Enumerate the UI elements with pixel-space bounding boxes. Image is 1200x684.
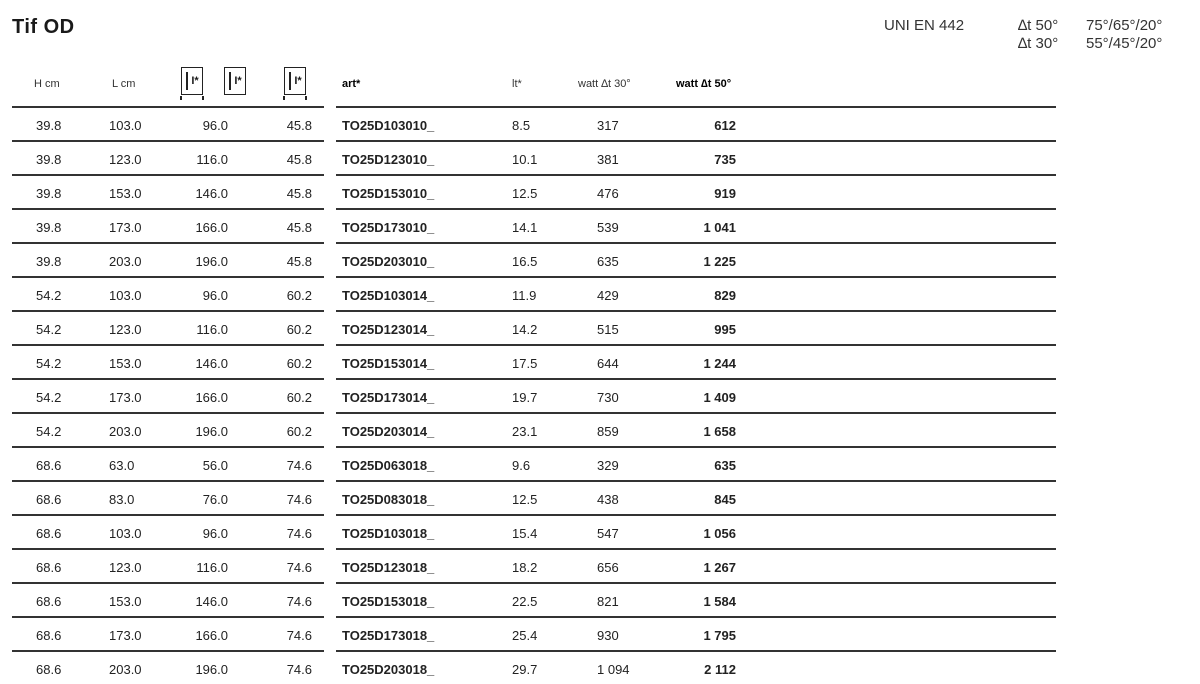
cell-art: TO25D203010_ [342, 254, 435, 269]
row-divider-left [12, 582, 324, 584]
cell-lt: 12.5 [512, 186, 538, 201]
cell-h: 54.2 [36, 322, 62, 337]
cell-lt: 11.9 [512, 288, 537, 303]
row-divider-left [12, 480, 324, 482]
icon1-label: I* [191, 75, 199, 87]
cell-b: 74.6 [286, 526, 312, 541]
cell-b: 74.6 [286, 492, 312, 507]
row-divider-right [336, 174, 1056, 176]
cell-w50: 1 041 [703, 220, 736, 235]
row-divider-left [12, 548, 324, 550]
row-divider-right [336, 208, 1056, 210]
table-row [0, 548, 1200, 582]
cell-b: 45.8 [286, 152, 312, 167]
cell-a: 116.0 [196, 560, 228, 575]
table-row [0, 514, 1200, 548]
cell-h: 39.8 [36, 118, 62, 133]
cell-l: 203.0 [109, 254, 142, 269]
cell-b: 60.2 [286, 322, 312, 337]
cell-l: 203.0 [109, 424, 142, 439]
cell-lt: 9.6 [512, 458, 531, 473]
row-divider-left [12, 174, 324, 176]
cell-lt: 23.1 [512, 424, 538, 439]
cell-art: TO25D203014_ [342, 424, 435, 439]
cell-a: 166.0 [195, 628, 228, 643]
cell-b: 45.8 [286, 118, 312, 133]
cell-art: TO25D173018_ [342, 628, 435, 643]
cell-l: 153.0 [109, 186, 142, 201]
cell-lt: 17.5 [512, 356, 538, 371]
row-divider-left [12, 616, 324, 618]
table-row [0, 140, 1200, 174]
cell-b: 60.2 [286, 390, 312, 405]
cell-w50: 1 658 [703, 424, 736, 439]
cell-h: 68.6 [36, 628, 62, 643]
cell-h: 68.6 [36, 458, 62, 473]
cell-b: 45.8 [286, 254, 312, 269]
cell-w50: 1 225 [703, 254, 736, 269]
cell-art: TO25D103014_ [342, 288, 435, 303]
cell-w30: 644 [597, 356, 619, 371]
cell-w30: 429 [597, 288, 619, 303]
cell-l: 153.0 [109, 594, 142, 609]
delta-t-50-label: ∆t 50° [1018, 17, 1059, 34]
header-w30: watt ∆t 30° [578, 78, 631, 90]
row-divider-left [12, 412, 324, 414]
table-row [0, 412, 1200, 446]
row-divider-right [336, 548, 1056, 550]
cell-b: 74.6 [286, 628, 312, 643]
row-divider-right [336, 276, 1056, 278]
row-divider-right [336, 140, 1056, 142]
cell-b: 74.6 [286, 458, 312, 473]
cell-l: 123.0 [109, 152, 142, 167]
cell-l: 103.0 [109, 288, 142, 303]
cell-l: 103.0 [109, 526, 142, 541]
cell-h: 39.8 [36, 152, 62, 167]
icon3-label: I* [294, 75, 302, 87]
cell-w30: 821 [597, 594, 619, 609]
row-divider-right [336, 242, 1056, 244]
page-title: Tif OD [12, 16, 75, 38]
cell-h: 68.6 [36, 594, 62, 609]
cell-l: 123.0 [109, 560, 142, 575]
cell-lt: 22.5 [512, 594, 538, 609]
row-divider-right [336, 650, 1056, 652]
cell-h: 39.8 [36, 186, 62, 201]
header-w50: watt ∆t 50° [676, 78, 732, 90]
cell-w50: 995 [714, 322, 736, 337]
table-row [0, 446, 1200, 480]
radiator-inner-width-icon [224, 67, 246, 95]
cell-a: 196.0 [195, 662, 228, 677]
cell-lt: 16.5 [512, 254, 538, 269]
cell-art: TO25D173010_ [342, 220, 435, 235]
cell-h: 68.6 [36, 492, 62, 507]
cell-a: 76.0 [202, 492, 228, 507]
product-table [0, 106, 1200, 684]
cell-l: 173.0 [109, 220, 142, 235]
cell-h: 68.6 [36, 560, 62, 575]
cell-b: 60.2 [286, 424, 312, 439]
cell-w30: 476 [597, 186, 619, 201]
table-row [0, 344, 1200, 378]
row-divider-right [336, 106, 1056, 108]
cell-h: 68.6 [36, 526, 62, 541]
row-divider-right [336, 378, 1056, 380]
cell-b: 74.6 [286, 594, 312, 609]
cell-h: 54.2 [36, 356, 62, 371]
cell-a: 166.0 [195, 220, 228, 235]
cell-a: 116.0 [196, 152, 228, 167]
cell-w50: 635 [714, 458, 736, 473]
row-divider-left [12, 344, 324, 346]
cell-a: 96.0 [202, 118, 228, 133]
header-h: H cm [34, 78, 60, 90]
cell-art: TO25D103010_ [342, 118, 435, 133]
cell-lt: 8.5 [512, 118, 531, 133]
cell-b: 60.2 [286, 356, 312, 371]
table-row [0, 480, 1200, 514]
cell-w50: 612 [714, 118, 736, 133]
cell-l: 63.0 [109, 458, 135, 473]
row-divider-right [336, 480, 1056, 482]
cell-w30: 635 [597, 254, 619, 269]
cell-h: 68.6 [36, 662, 62, 677]
cell-lt: 18.2 [512, 560, 538, 575]
cell-w50: 2 112 [704, 662, 736, 677]
cell-w30: 930 [597, 628, 619, 643]
table-row [0, 650, 1200, 684]
cell-a: 146.0 [195, 594, 228, 609]
cell-w30: 656 [597, 560, 619, 575]
cell-w30: 539 [597, 220, 619, 235]
row-divider-right [336, 344, 1056, 346]
cell-art: TO25D173014_ [342, 390, 435, 405]
cell-h: 54.2 [36, 288, 62, 303]
cell-w50: 1 795 [703, 628, 736, 643]
cell-l: 83.0 [109, 492, 135, 507]
header-art: art* [342, 78, 361, 90]
cell-a: 146.0 [195, 356, 228, 371]
cell-l: 103.0 [109, 118, 142, 133]
delta-t-50-temps: 75°/65°/20° [1086, 17, 1163, 34]
cell-lt: 15.4 [512, 526, 538, 541]
row-divider-right [336, 514, 1056, 516]
cell-w30: 317 [597, 118, 619, 133]
cell-h: 54.2 [36, 390, 62, 405]
cell-b: 45.8 [286, 186, 312, 201]
row-divider-right [336, 616, 1056, 618]
cell-w50: 1 244 [703, 356, 736, 371]
cell-a: 96.0 [202, 526, 228, 541]
table-row [0, 378, 1200, 412]
cell-w50: 1 409 [703, 390, 736, 405]
header-lt: lt* [512, 78, 522, 90]
cell-l: 173.0 [109, 628, 142, 643]
row-divider-left [12, 310, 324, 312]
cell-h: 39.8 [36, 254, 62, 269]
delta-t-30-label: ∆t 30° [1018, 35, 1059, 52]
cell-l: 173.0 [109, 390, 142, 405]
row-divider-left [12, 106, 324, 108]
cell-lt: 19.7 [512, 390, 538, 405]
row-divider-right [336, 412, 1056, 414]
row-divider-left [12, 140, 324, 142]
cell-b: 74.6 [286, 560, 312, 575]
delta-t-30-line [1018, 35, 1162, 52]
table-row [0, 276, 1200, 310]
row-divider-left [12, 276, 324, 278]
cell-w30: 515 [597, 322, 619, 337]
row-divider-right [336, 310, 1056, 312]
cell-art: TO25D123010_ [342, 152, 435, 167]
cell-art: TO25D203018_ [342, 662, 435, 677]
cell-w30: 730 [597, 390, 619, 405]
row-divider-left [12, 650, 324, 652]
cell-w50: 1 056 [703, 526, 736, 541]
cell-h: 39.8 [36, 220, 62, 235]
cell-a: 116.0 [196, 322, 228, 337]
cell-art: TO25D153014_ [342, 356, 435, 371]
cell-w50: 735 [714, 152, 736, 167]
cell-w50: 919 [714, 186, 736, 201]
icon2-label: I* [234, 75, 242, 87]
cell-b: 60.2 [286, 288, 312, 303]
cell-art: TO25D123018_ [342, 560, 435, 575]
cell-lt: 10.1 [512, 152, 538, 167]
cell-art: TO25D153010_ [342, 186, 435, 201]
table-row [0, 208, 1200, 242]
cell-w50: 829 [714, 288, 736, 303]
cell-b: 74.6 [286, 662, 312, 677]
cell-art: TO25D153018_ [342, 594, 435, 609]
cell-lt: 12.5 [512, 492, 538, 507]
cell-lt: 25.4 [512, 628, 538, 643]
cell-art: TO25D103018_ [342, 526, 435, 541]
table-row [0, 310, 1200, 344]
cell-art: TO25D063018_ [342, 458, 435, 473]
cell-a: 56.0 [202, 458, 228, 473]
header-l: L cm [112, 78, 136, 90]
cell-b: 45.8 [286, 220, 312, 235]
cell-a: 146.0 [195, 186, 228, 201]
delta-t-50-line [1018, 17, 1162, 34]
cell-w50: 1 267 [703, 560, 736, 575]
cell-a: 96.0 [202, 288, 228, 303]
cell-w30: 329 [597, 458, 619, 473]
cell-lt: 14.1 [512, 220, 538, 235]
cell-a: 166.0 [195, 390, 228, 405]
cell-lt: 14.2 [512, 322, 538, 337]
cell-w30: 438 [597, 492, 619, 507]
radiator-depth-icon [284, 67, 306, 95]
cell-l: 153.0 [109, 356, 142, 371]
norm-label: UNI EN 442 [884, 17, 965, 34]
row-divider-right [336, 582, 1056, 584]
cell-a: 196.0 [195, 254, 228, 269]
delta-t-30-temps: 55°/45°/20° [1086, 35, 1163, 52]
cell-w30: 547 [597, 526, 619, 541]
row-divider-left [12, 242, 324, 244]
radiator-width-icon [181, 67, 203, 95]
table-row [0, 174, 1200, 208]
table-row [0, 106, 1200, 140]
cell-art: TO25D083018_ [342, 492, 435, 507]
table-row [0, 242, 1200, 276]
row-divider-left [12, 208, 324, 210]
cell-h: 54.2 [36, 424, 62, 439]
cell-a: 196.0 [195, 424, 228, 439]
cell-w30: 381 [597, 152, 619, 167]
cell-w30: 1 094 [597, 662, 630, 677]
row-divider-left [12, 446, 324, 448]
row-divider-left [12, 514, 324, 516]
table-row [0, 616, 1200, 650]
cell-w30: 859 [597, 424, 619, 439]
cell-l: 203.0 [109, 662, 142, 677]
cell-l: 123.0 [109, 322, 142, 337]
cell-w50: 1 584 [703, 594, 736, 609]
cell-lt: 29.7 [512, 662, 538, 677]
row-divider-left [12, 378, 324, 380]
table-row [0, 582, 1200, 616]
row-divider-right [336, 446, 1056, 448]
cell-art: TO25D123014_ [342, 322, 435, 337]
cell-w50: 845 [714, 492, 736, 507]
